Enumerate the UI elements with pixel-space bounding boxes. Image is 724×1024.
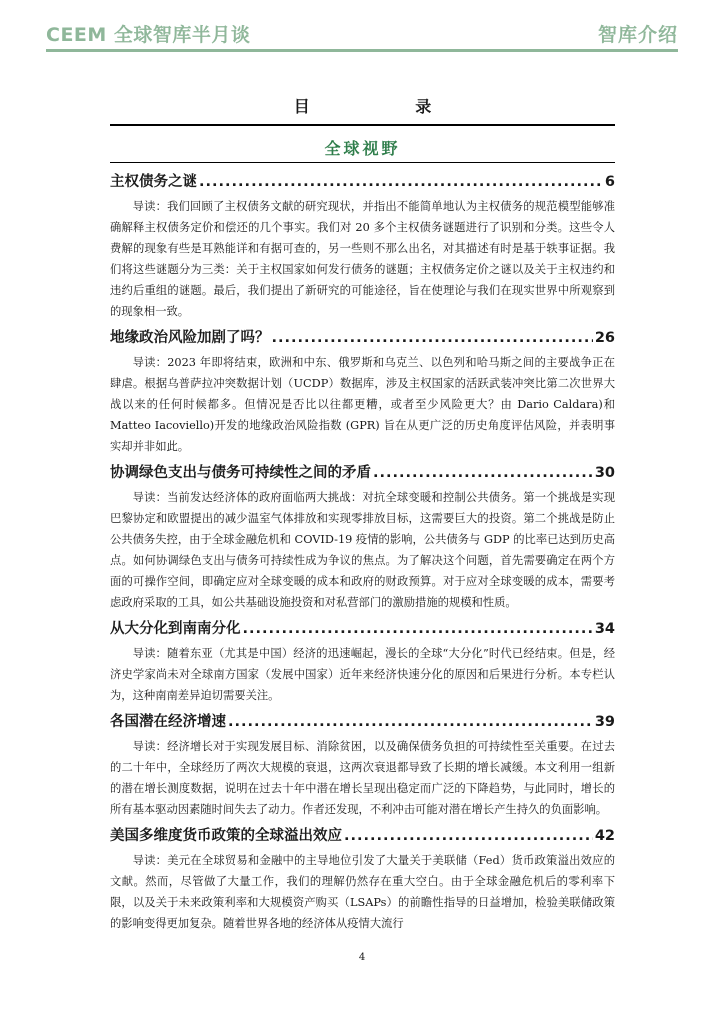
toc-entry [110,170,615,322]
toc-entry-title[interactable]: 从大分化到南南分化 [110,621,241,637]
toc-entry-title[interactable]: 各国潜在经济增速 [110,714,226,730]
toc-entry-summary: 导读：我们回顾了主权债务文献的研究现状，并指出不能简单地认为主权债务的规范模型能够准确解释主权债务定价和偿还的几个事实。我们对 20 多个主权债务谜题进行了识别和分类。这些令人费解的现象有些是耳熟能详和有据可查的，另一些则不那么出名，对其描述有时是基于轶事证据。我们将这些谜题分为三类：关于主权国家如何发行债务的谜题；主权债务定价之谜以及关于主权违约和违约后重组的谜题。最后，我们提出了新研究的可能途径，旨在使理论与我们在现实世界中所观察到的现象相一致。 [110,200,615,318]
toc-entry-heading[interactable] [110,824,615,848]
toc-leader-dots [243,617,593,641]
toc-entry-summary: 导读：美元在全球贸易和金融中的主导地位引发了大量关于美联储（Fed）货币政策溢出效应的文献。然而，尽管做了大量工作，我们的理解仍然存在重大空白。由于全球金融危机后的零利率下限，以及关于未来政策利率和大规模资产购买（LSAPs）的前瞻性指导的日益增加，检验美联储政策的影响变得更加复杂。随着世界各地的经济体从疫情大流行 [110,854,615,930]
toc-entry-title[interactable]: 美国多维度货币政策的全球溢出效应 [110,828,342,844]
toc-entry [110,326,615,457]
toc-entry-heading[interactable] [110,170,615,194]
section-title: 全球视野 [324,139,401,158]
toc-leader-dots [199,170,603,194]
toc-entry-heading[interactable] [110,461,615,485]
toc-entry-heading[interactable] [110,326,615,350]
toc-leader-dots [344,824,593,848]
toc-entry-heading[interactable] [110,617,615,641]
toc-entry-summary: 导读：2023 年即将结束，欧洲和中东、俄罗斯和乌克兰、以色列和哈马斯之间的主要战争正在肆虐。根据乌普萨拉冲突数据计划（UCDP）数据库，涉及主权国家的活跃武装冲突比第二次世界大战以来的任何时候都多。但情况是否比以往都更糟，或者至少风险更大？由 Dario Caldara)和 Matteo Iacoviello)开发的地缘政治风险指数 (GPR) 旨在从更广泛的历史角度评估风险，并表明事实却并非如此。 [110,356,615,453]
toc-entry [110,710,615,820]
toc-entry-summary: 导读：随着东亚（尤其是中国）经济的迅速崛起，漫长的全球“大分化”时代已经结束。但是，经济史学家尚未对全球南方国家（发展中国家）近年来经济快速分化的原因和后果进行分析。本专栏认为，这种南南差异迫切需要关注。 [110,647,615,702]
toc-entry-page[interactable]: 39 [594,714,615,730]
toc-leader-dots [228,710,593,734]
toc-entry-page[interactable]: 6 [604,174,615,190]
header-rule [46,49,678,52]
toc-entry-title[interactable]: 协调绿色支出与债务可持续性之间的矛盾 [110,465,371,481]
toc-rule-bottom [110,162,615,163]
header-publication-title: CEEM 全球智库半月谈 [46,24,251,46]
toc-entry-page[interactable]: 34 [594,621,615,637]
toc-entry [110,617,615,706]
page-number: 4 [358,952,366,963]
page-header [0,0,724,60]
toc-entry-heading[interactable] [110,710,615,734]
toc-leader-dots [272,326,593,350]
toc-rule-top [110,124,615,126]
toc-entry-page[interactable]: 26 [594,330,615,346]
toc-entry-title[interactable]: 地缘政治风险加剧了吗？ [110,330,270,346]
toc-entries [110,170,615,938]
toc-entry-summary: 导读：当前发达经济体的政府面临两大挑战：对抗全球变暖和控制公共债务。第一个挑战是实现巴黎协定和欧盟提出的减少温室气体排放和实现零排放目标，这需要巨大的投资。第二个挑战是防止公共债务失控，由于全球金融危机和 COVID-19 疫情的影响，公共债务与 GDP 的比率已达到历史高点。如何协调绿色支出与债务可持续性成为争议的焦点。为了解决这个问题，首先需要确定在两个方面的可操作空间，即确定应对全球变暖的成本和政府的财政预算。对于应对全球变暖的成本，需要考虑政府采取的工具，如公共基础设施投资和对私营部门的激励措施的规模和性质。 [110,491,615,609]
toc-entry-summary: 导读：经济增长对于实现发展目标、消除贫困，以及确保债务负担的可持续性至关重要。在过去的二十年中，全球经历了两次大规模的衰退，这两次衰退都导致了长期的增长减缓。本文利用一组新的潜在增长测度数据，说明在过去十年中潜在增长呈现出稳定而广泛的下降趋势，与此同时，增长的所有基本驱动因素随时间失去了动力。作者还发现，不利冲击可能对潜在增长产生持久的负面影响。 [110,740,615,816]
toc-entry-page[interactable]: 30 [594,465,615,481]
toc-leader-dots [373,461,593,485]
toc-entry-title[interactable]: 主权债务之谜 [110,174,197,190]
toc-entry [110,461,615,613]
toc-entry [110,824,615,934]
toc-entry-page[interactable]: 42 [594,828,615,844]
header-section-label: 智库介绍 [597,24,678,46]
toc-title: 目 录 [293,97,482,116]
